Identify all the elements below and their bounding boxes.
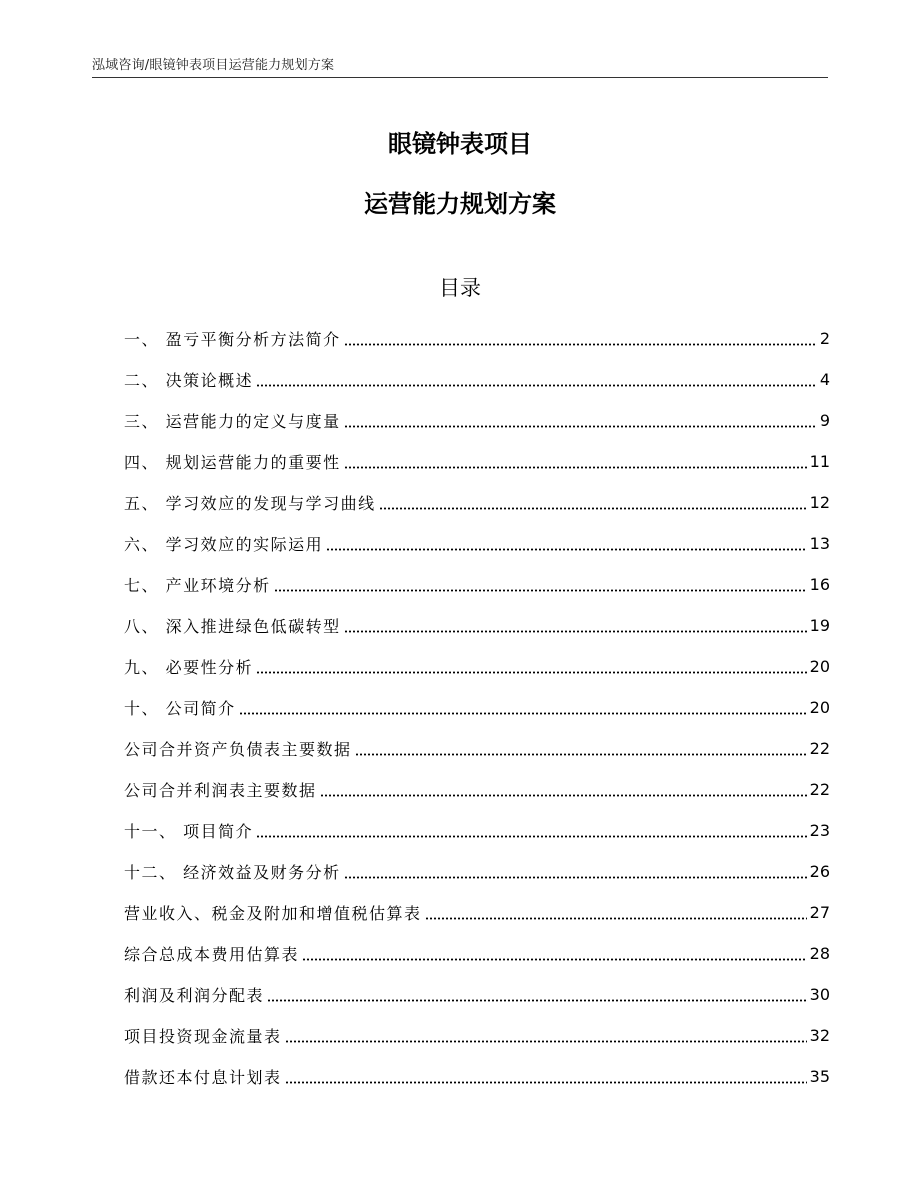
toc-leader-dots (267, 999, 807, 1002)
toc-entry[interactable] (124, 646, 830, 687)
toc-leader-dots (379, 507, 807, 510)
toc-entry[interactable] (124, 728, 830, 769)
toc-entry-page: 19 (809, 616, 830, 635)
toc-leader-dots (425, 917, 807, 920)
toc-entry-page: 30 (809, 985, 830, 1004)
toc-leader-dots (355, 753, 807, 756)
toc-entry[interactable] (124, 605, 830, 646)
toc-entry-page: 23 (809, 821, 830, 840)
running-header: 泓域咨询/眼镜钟表项目运营能力规划方案 (92, 58, 335, 73)
toc-leader-dots (285, 1040, 807, 1043)
toc-entry[interactable] (124, 1015, 830, 1056)
toc-entry[interactable] (124, 933, 830, 974)
toc-entry[interactable] (124, 1056, 830, 1097)
toc-leader-dots (302, 958, 807, 961)
toc-leader-dots (256, 671, 807, 674)
toc-entry-label: 五、 学习效应的发现与学习曲线 (124, 494, 376, 513)
toc-entry-label: 公司合并利润表主要数据 (124, 781, 317, 800)
toc-entry[interactable] (124, 769, 830, 810)
toc-entry-page: 32 (809, 1026, 830, 1045)
toc-entry[interactable] (124, 974, 830, 1015)
toc-entry-label: 项目投资现金流量表 (124, 1027, 282, 1046)
toc-entry-label: 借款还本付息计划表 (124, 1068, 282, 1087)
toc-entry-page: 28 (809, 944, 830, 963)
toc-entry[interactable] (124, 441, 830, 482)
toc-leader-dots (285, 1081, 807, 1084)
toc-entry-label: 九、 必要性分析 (124, 658, 254, 677)
toc-entry[interactable] (124, 564, 830, 605)
toc-entry[interactable] (124, 892, 830, 933)
toc-entry-page: 11 (809, 452, 830, 471)
toc-entry[interactable] (124, 687, 830, 728)
toc-leader-dots (326, 548, 807, 551)
toc-entry-label: 综合总成本费用估算表 (124, 945, 300, 964)
toc-leader-dots (274, 589, 807, 592)
toc-entry-label: 公司合并资产负债表主要数据 (124, 740, 352, 759)
toc-entry-label: 二、 决策论概述 (124, 371, 254, 390)
toc-entry-label: 十、 公司简介 (124, 699, 236, 718)
toc-entry-label: 营业收入、税金及附加和增值税估算表 (124, 904, 422, 923)
toc-entry-page: 20 (809, 657, 830, 676)
header-rule (92, 77, 828, 78)
document-title-line-1: 眼镜钟表项目 (388, 130, 532, 158)
toc-leader-dots (344, 466, 807, 469)
toc-entry-label: 利润及利润分配表 (124, 986, 265, 1005)
toc-entry-page: 13 (809, 534, 830, 553)
toc-entry-page: 22 (809, 780, 830, 799)
toc-entry-page: 20 (809, 698, 830, 717)
toc-entry-label: 七、 产业环境分析 (124, 576, 271, 595)
toc-leader-dots (344, 425, 817, 428)
toc-leader-dots (320, 794, 807, 797)
toc-leader-dots (344, 343, 817, 346)
toc-entry-page: 12 (809, 493, 830, 512)
toc-entry-label: 八、 深入推进绿色低碳转型 (124, 617, 341, 636)
toc-entry-page: 2 (819, 329, 830, 348)
toc-entry-page: 26 (809, 862, 830, 881)
toc-entry[interactable] (124, 810, 830, 851)
toc-entry-page: 16 (809, 575, 830, 594)
toc-leader-dots (344, 876, 807, 879)
toc-entry-label: 三、 运营能力的定义与度量 (124, 412, 341, 431)
toc-entry-page: 35 (809, 1067, 830, 1086)
toc-entry-page: 9 (819, 411, 830, 430)
toc-leader-dots (256, 835, 807, 838)
toc-entry[interactable] (124, 523, 830, 564)
toc-heading: 目录 (439, 276, 481, 300)
toc-entry[interactable] (124, 482, 830, 523)
toc-entry-label: 四、 规划运营能力的重要性 (124, 453, 341, 472)
toc-entry[interactable] (124, 359, 830, 400)
toc-entry[interactable] (124, 851, 830, 892)
toc-leader-dots (239, 712, 807, 715)
toc-entry-page: 27 (809, 903, 830, 922)
toc-entry-label: 十二、 经济效益及财务分析 (124, 863, 341, 882)
toc-entry[interactable] (124, 318, 830, 359)
document-title-line-2: 运营能力规划方案 (364, 190, 556, 218)
toc-leader-dots (256, 384, 817, 387)
toc-leader-dots (344, 630, 807, 633)
toc-entry-label: 一、 盈亏平衡分析方法简介 (124, 330, 341, 349)
table-of-contents (124, 318, 830, 1097)
toc-entry-page: 4 (819, 370, 830, 389)
toc-entry[interactable] (124, 400, 830, 441)
toc-entry-label: 六、 学习效应的实际运用 (124, 535, 324, 554)
toc-entry-label: 十一、 项目简介 (124, 822, 254, 841)
toc-entry-page: 22 (809, 739, 830, 758)
